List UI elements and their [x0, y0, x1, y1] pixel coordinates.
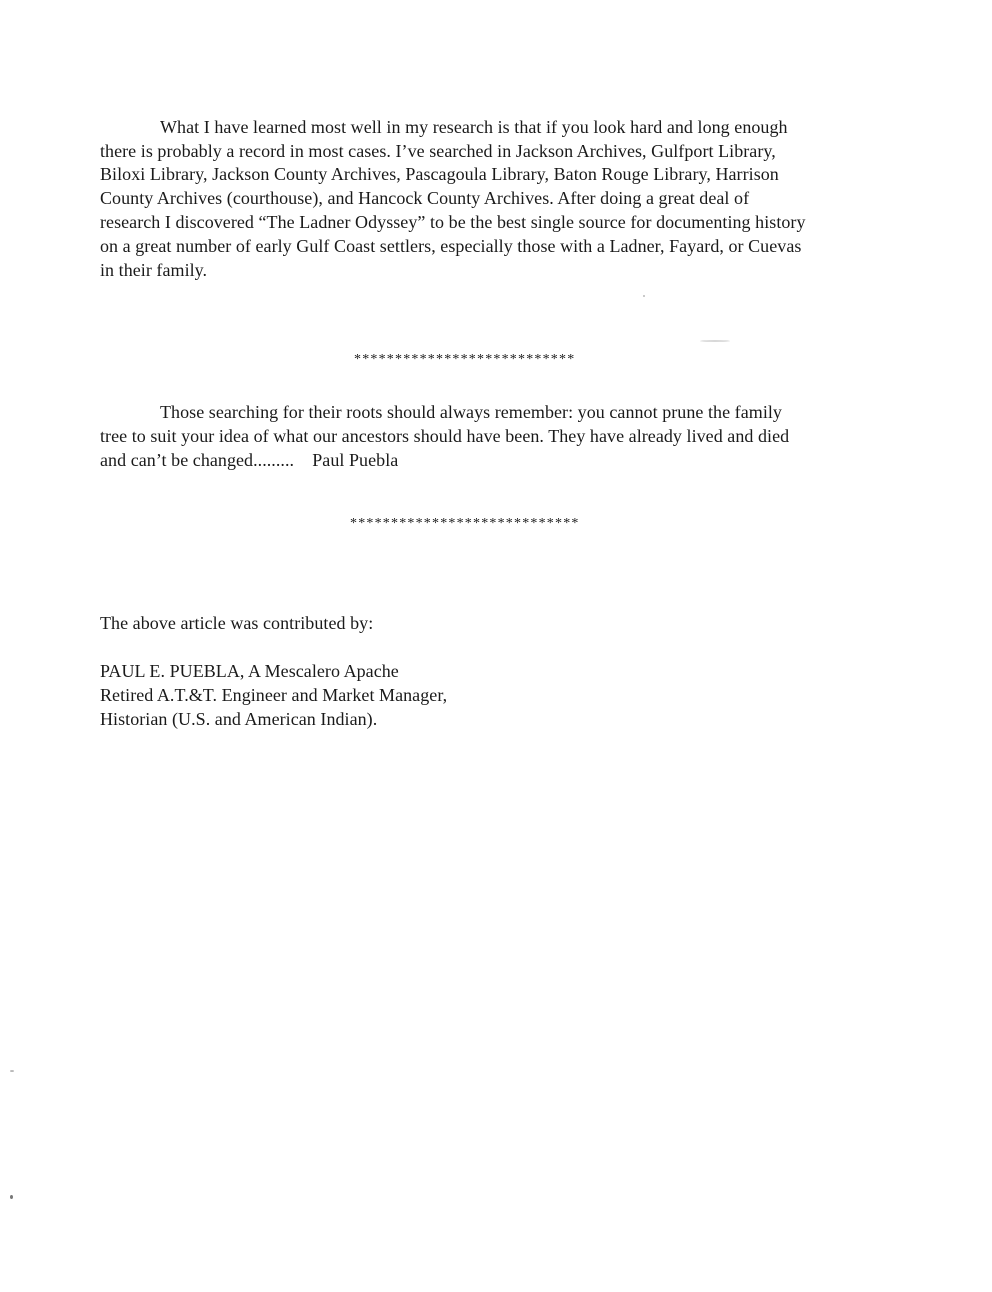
- contributor-role: Historian (U.S. and American Indian).: [100, 709, 378, 729]
- asterisk-separator: ***************************: [354, 352, 576, 367]
- contributor-title: Retired A.T.&T. Engineer and Market Manager,: [100, 685, 448, 705]
- paragraph-line: tree to suit your idea of what our ancestors should have been. They have already lived and died: [100, 426, 790, 446]
- paragraph-line: County Archives (courthouse), and Hancock County Archives. After doing a great deal of: [100, 188, 750, 208]
- asterisk-separator: ****************************: [350, 516, 580, 531]
- scan-speck: [700, 340, 730, 342]
- contributor-name: PAUL E. PUEBLA, A Mescalero Apache: [100, 661, 399, 681]
- paragraph-line: Biloxi Library, Jackson County Archives, Pascagoula Library, Baton Rouge Library, Harrison: [100, 164, 779, 184]
- scan-speck: [10, 1195, 13, 1199]
- paragraph-line: Those searching for their roots should always remember: you cannot prune the family: [160, 402, 782, 422]
- paragraph-line: What I have learned most well in my research is that if you look hard and long enough: [160, 117, 788, 137]
- contribution-intro: The above article was contributed by:: [100, 613, 374, 633]
- scan-speck: [643, 295, 645, 297]
- paragraph-line: there is probably a record in most cases. I’ve searched in Jackson Archives, Gulfport Library,: [100, 141, 776, 161]
- paragraph-line: on a great number of early Gulf Coast settlers, especially those with a Ladner, Fayard, or Cuevas: [100, 236, 802, 256]
- paragraph-line: in their family.: [100, 260, 208, 280]
- scan-speck: [10, 1070, 14, 1072]
- paragraph-line: research I discovered “The Ladner Odyssey” to be the best single source for documenting history: [100, 212, 806, 232]
- paragraph-line: and can’t be changed......... Paul Puebla: [100, 450, 399, 470]
